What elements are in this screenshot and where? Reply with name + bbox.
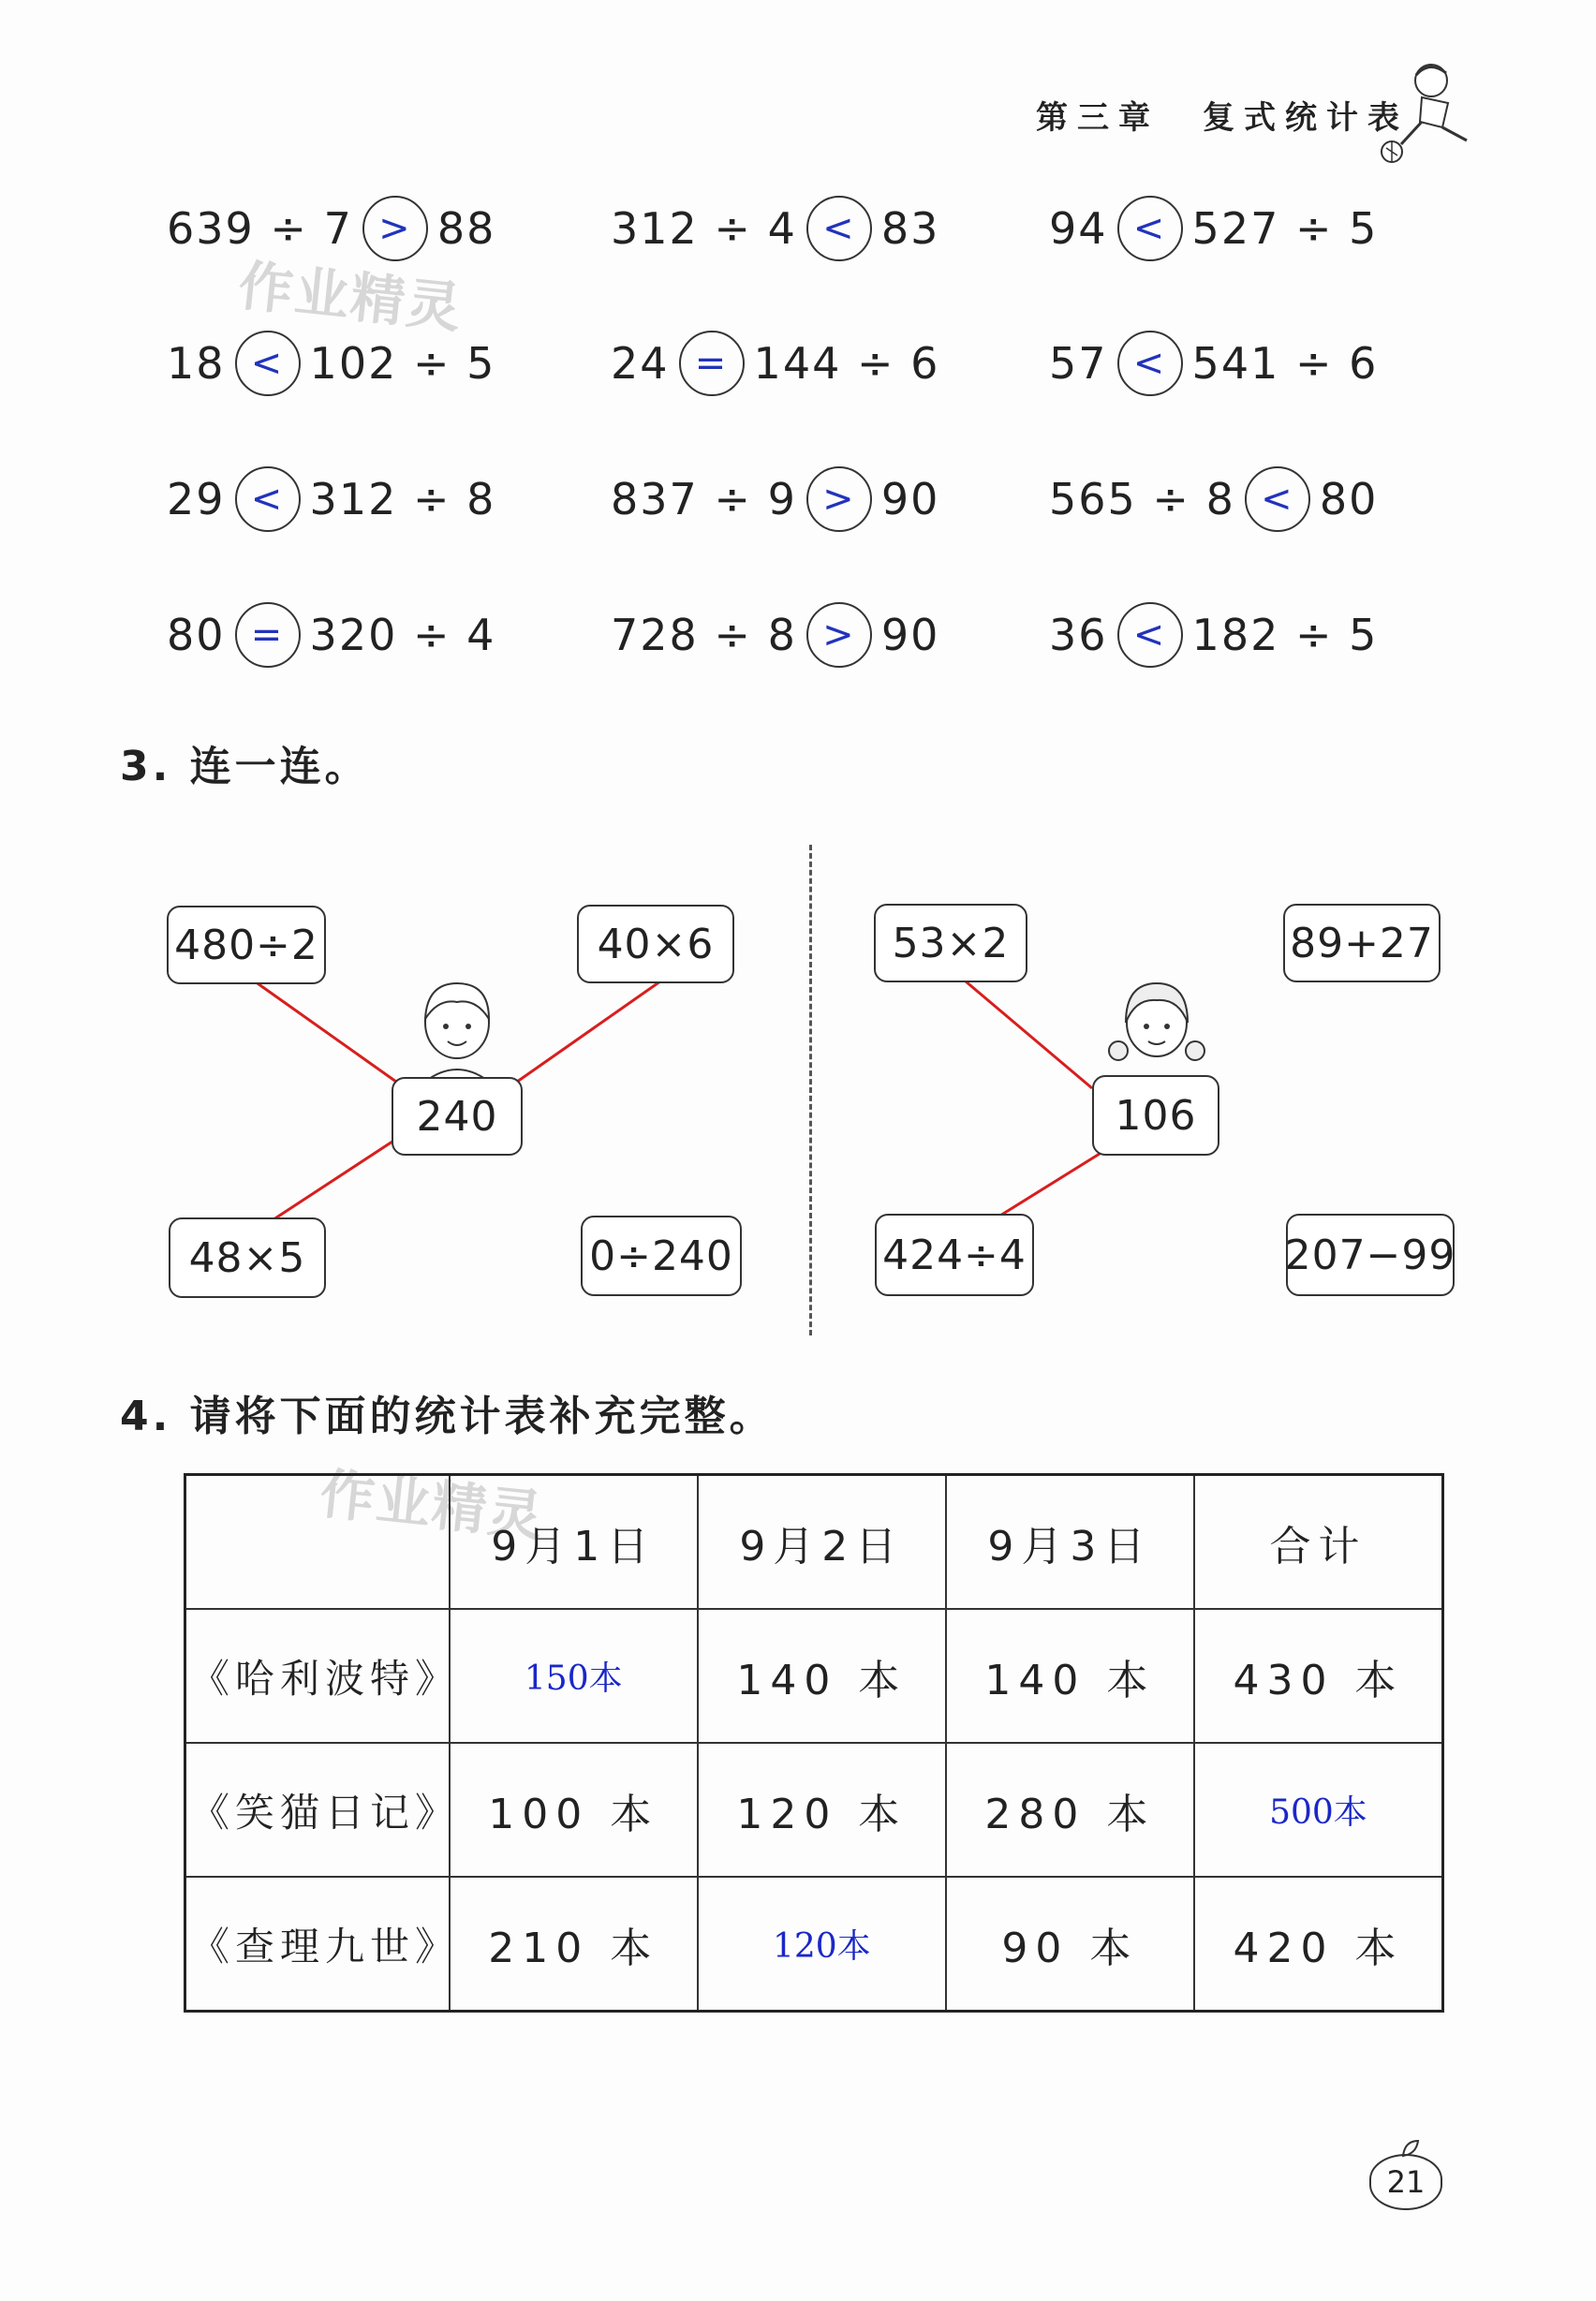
- watermark-2: 作业精灵: [317, 1461, 548, 1549]
- answer-circle[interactable]: <: [1117, 331, 1183, 396]
- row-label: 《查理九世》: [185, 1877, 450, 2012]
- answer-cell[interactable]: 120本: [698, 1877, 946, 2012]
- expr-box-53x2[interactable]: 53×2: [874, 904, 1027, 982]
- expr-box-424div4[interactable]: 424÷4: [875, 1214, 1034, 1296]
- match-line: [248, 977, 403, 1086]
- expr-right: 527 ÷ 5: [1191, 203, 1379, 254]
- answer-cell[interactable]: 500本: [1194, 1743, 1443, 1877]
- header-cell: 9月2日: [698, 1475, 946, 1610]
- answer-circle[interactable]: >: [806, 602, 872, 668]
- expr-right: 102 ÷ 5: [309, 338, 496, 389]
- chapter-title: 复式统计表: [1203, 99, 1409, 137]
- answer-circle[interactable]: <: [235, 466, 301, 532]
- row-label: 《笑猫日记》: [185, 1743, 450, 1877]
- answer-circle[interactable]: <: [806, 196, 872, 261]
- boy-icon: [410, 974, 504, 1079]
- expr-left: 18: [167, 338, 226, 389]
- section-3-title: 3. 连一连。: [120, 743, 370, 790]
- table-row: [185, 1743, 1443, 1877]
- table-cell: 100 本: [450, 1743, 698, 1877]
- expr-left: 24: [611, 338, 670, 389]
- page-number: 21: [1369, 2154, 1442, 2210]
- table-cell: 430 本: [1194, 1609, 1443, 1743]
- table-cell: 280 本: [946, 1743, 1194, 1877]
- expr-box-207minus99[interactable]: 207−99: [1286, 1214, 1455, 1296]
- watermark-1: 作业精灵: [235, 253, 466, 341]
- table-header-row: [185, 1475, 1443, 1610]
- answer-circle[interactable]: =: [235, 602, 301, 668]
- table-cell: 210 本: [450, 1877, 698, 2012]
- center-box-240[interactable]: 240: [392, 1077, 523, 1156]
- expr-right: 90: [880, 610, 940, 660]
- expr-left: 29: [167, 474, 226, 524]
- expr-left: 312 ÷ 4: [611, 203, 797, 254]
- expr-box-0div240[interactable]: 0÷240: [581, 1216, 742, 1296]
- expr-left: 57: [1049, 338, 1108, 389]
- girl-icon: [1105, 970, 1208, 1079]
- expr-right: 83: [880, 203, 940, 254]
- expr-left: 80: [167, 610, 226, 660]
- expr-right: 312 ÷ 8: [309, 474, 496, 524]
- answer-circle[interactable]: >: [362, 196, 428, 261]
- expr-left: 728 ÷ 8: [611, 610, 797, 660]
- statistics-table: [184, 1473, 1444, 2013]
- table-row: [185, 1609, 1443, 1743]
- answer-circle[interactable]: <: [1245, 466, 1310, 532]
- table-cell: 90 本: [946, 1877, 1194, 2012]
- answer-circle[interactable]: <: [235, 331, 301, 396]
- answer-cell[interactable]: 150本: [450, 1609, 698, 1743]
- expr-left: 36: [1049, 610, 1108, 660]
- header-cell: 9月3日: [946, 1475, 1194, 1610]
- expr-right: 80: [1319, 474, 1379, 524]
- answer-circle[interactable]: <: [1117, 196, 1183, 261]
- expr-right: 90: [880, 474, 940, 524]
- answer-circle[interactable]: =: [679, 331, 745, 396]
- row-label: 《哈利波特》: [185, 1609, 450, 1743]
- expr-left: 565 ÷ 8: [1049, 474, 1235, 524]
- header-cell: [185, 1475, 450, 1610]
- match-line: [262, 1138, 398, 1227]
- expr-left: 837 ÷ 9: [611, 474, 797, 524]
- expr-box-40x6[interactable]: 40×6: [577, 905, 734, 983]
- match-line: [988, 1144, 1115, 1223]
- answer-circle[interactable]: <: [1117, 602, 1183, 668]
- expr-right: 541 ÷ 6: [1191, 338, 1379, 389]
- table-cell: 140 本: [946, 1609, 1194, 1743]
- table-cell: 420 本: [1194, 1877, 1443, 2012]
- table-row: [185, 1877, 1443, 2012]
- section-4-title: 4. 请将下面的统计表补充完整。: [120, 1393, 775, 1440]
- match-line: [959, 976, 1092, 1088]
- expr-box-89plus27[interactable]: 89+27: [1283, 904, 1441, 982]
- expr-box-480div2[interactable]: 480÷2: [167, 906, 326, 984]
- expr-right: 88: [436, 203, 496, 254]
- header-cell: 合计: [1194, 1475, 1443, 1610]
- expr-left: 639 ÷ 7: [167, 203, 353, 254]
- expr-right: 144 ÷ 6: [753, 338, 940, 389]
- match-line: [510, 977, 667, 1086]
- table-cell: 140 本: [698, 1609, 946, 1743]
- header-cell: 9月1日: [450, 1475, 698, 1610]
- expr-left: 94: [1049, 203, 1108, 254]
- expr-box-48x5[interactable]: 48×5: [169, 1217, 326, 1298]
- center-box-106[interactable]: 106: [1092, 1075, 1219, 1156]
- expr-right: 182 ÷ 5: [1191, 610, 1379, 660]
- table-cell: 120 本: [698, 1743, 946, 1877]
- expr-right: 320 ÷ 4: [309, 610, 496, 660]
- answer-circle[interactable]: >: [806, 466, 872, 532]
- chapter-label: 第三章: [1036, 99, 1160, 137]
